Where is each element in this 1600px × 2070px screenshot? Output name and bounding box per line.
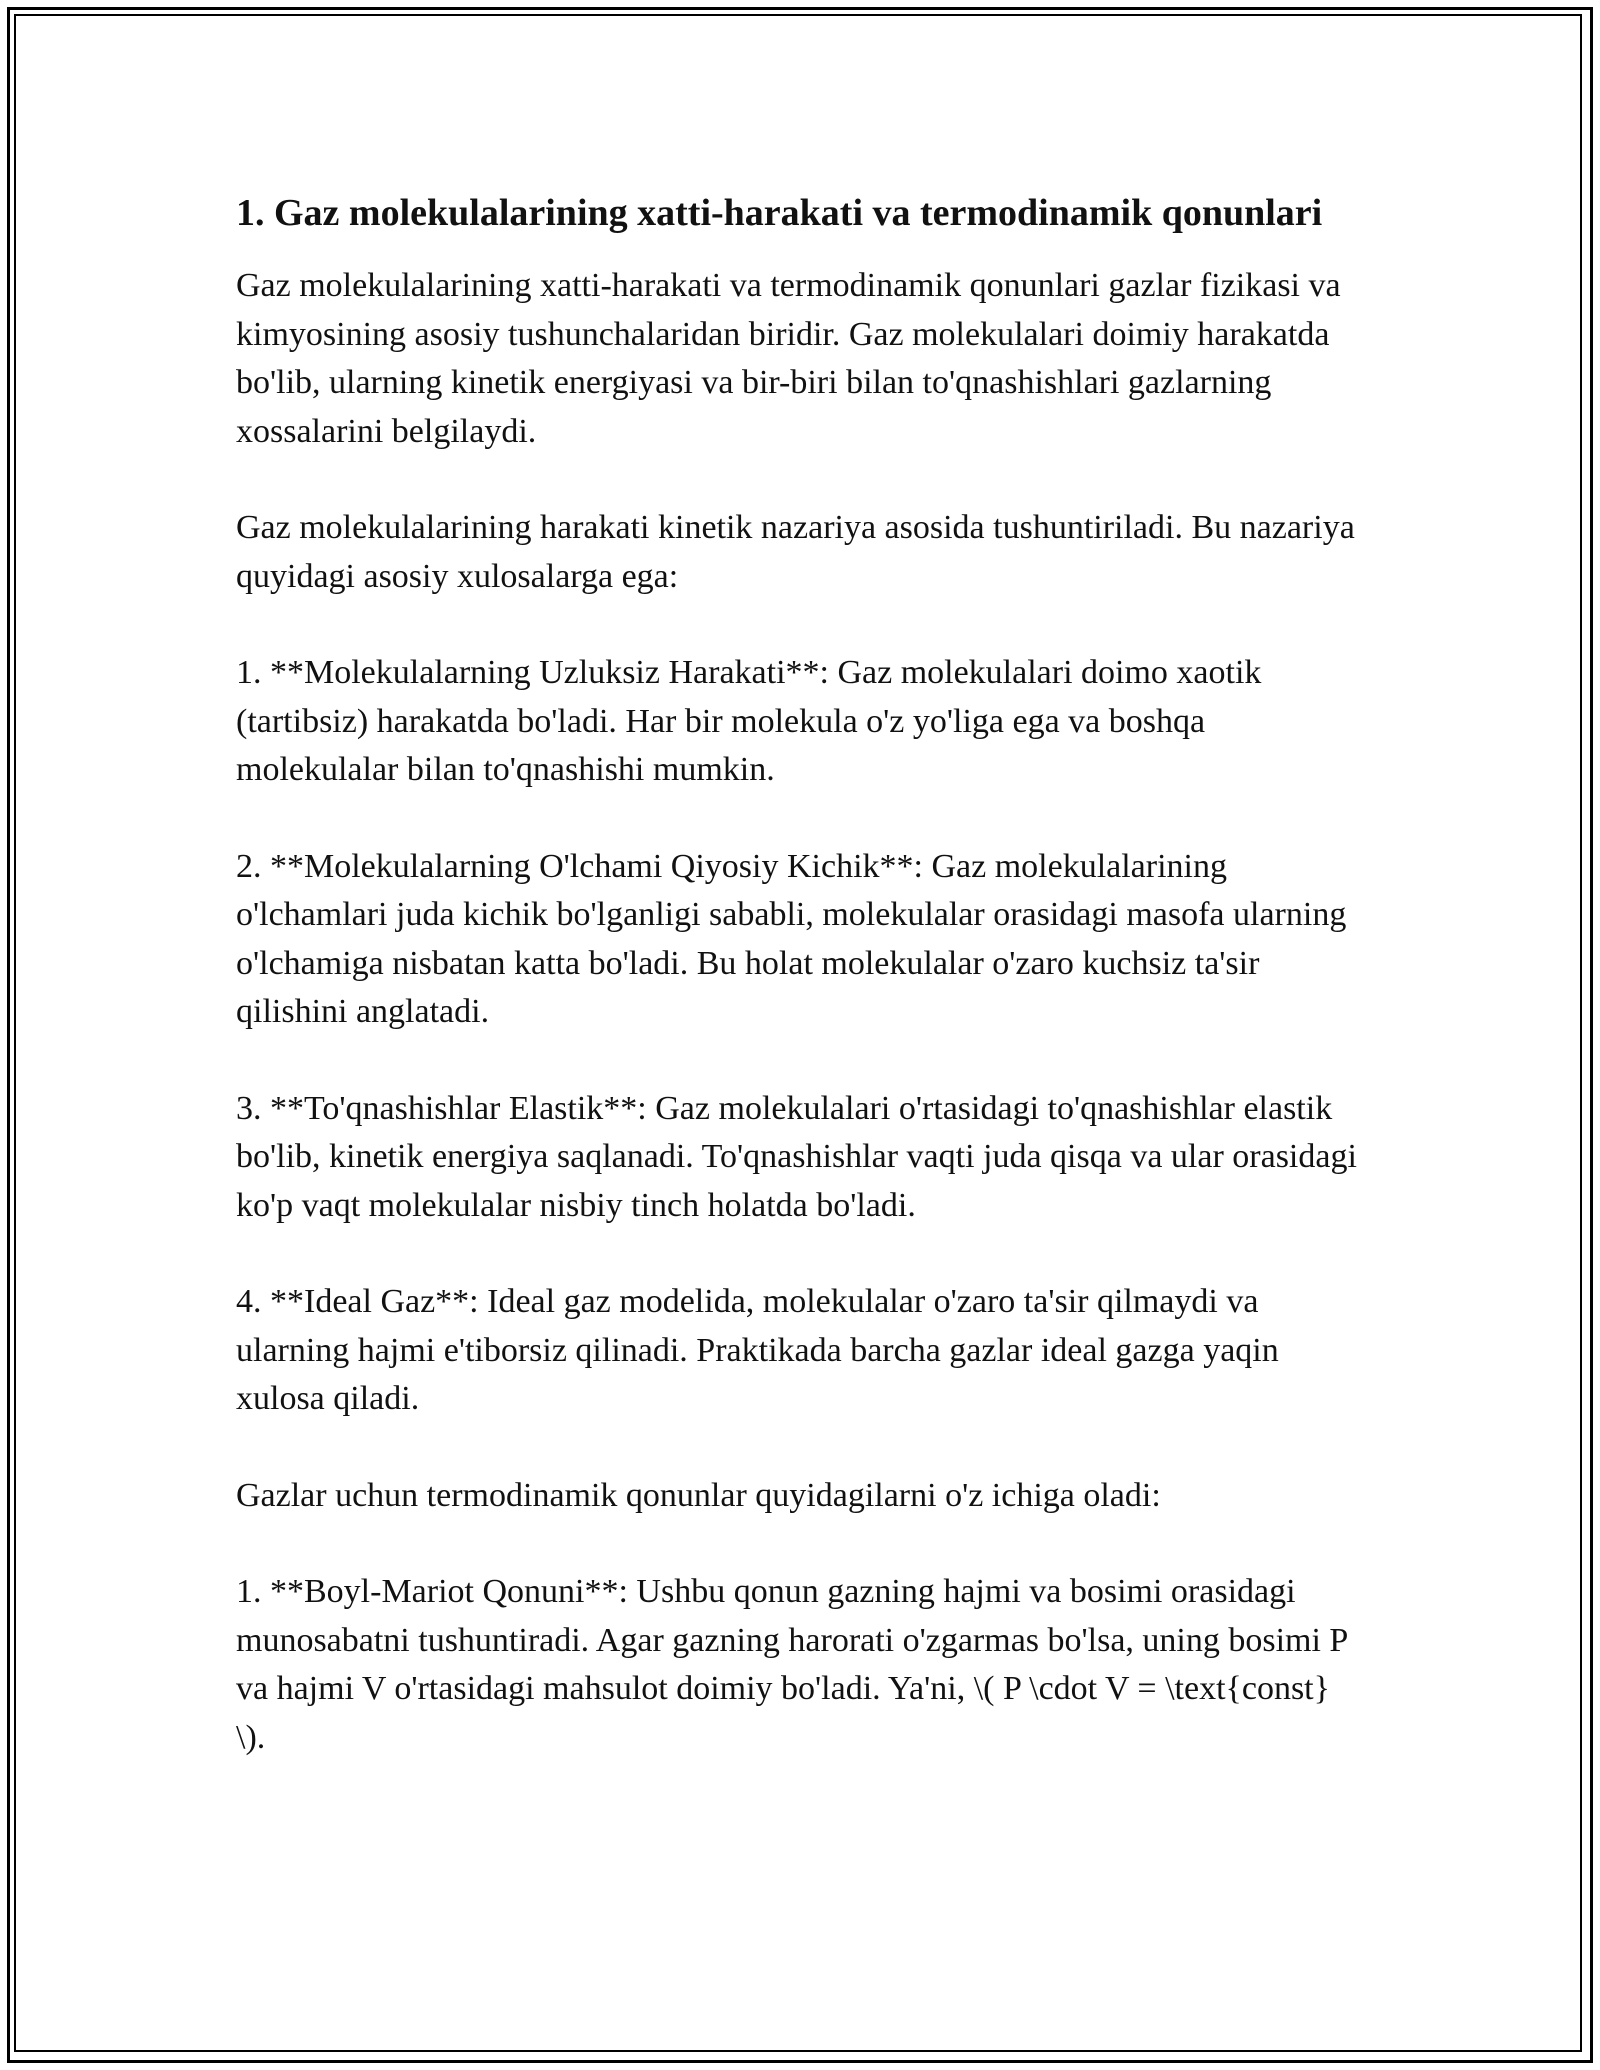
list-item-molecule-size: 2. **Molekulalarning O'lchami Qiyosiy Kichik**: Gaz molekulalarining o'lchamlari juda kichik bo'lganligi sababli, molekulalar orasidagi masofa ularning o'lchamiga nisbatan katta bo'ladi. Bu holat molekulalar o'zaro kuchsiz ta'sir qilishini anglatadi. [236, 847, 1347, 1030]
list-item-boyle-mariotte: 1. **Boyl-Mariot Qonuni**: Ushbu qonun gazning hajmi va bosimi orasidagi munosabatni tushuntiradi. Agar gazning harorati o'zgarmas bo'lsa, uning bosimi P va hajmi V o'rtasidagi mahsulot doimiy bo'ladi. Ya'ni, \( P \cdot V = \text{const} \). [236, 1573, 1348, 1756]
paragraph-thermodynamic-laws: Gazlar uchun termodinamik qonunlar quyidagilarni o'z ichiga oladi: [236, 1476, 1161, 1514]
list-item-ideal-gas: 4. **Ideal Gaz**: Ideal gaz modelida, molekulalar o'zaro ta'sir qilmaydi va ularning hajmi e'tiborsiz qilinadi. Praktikada barcha gazlar ideal gazga yaqin xulosa qiladi. [236, 1283, 1279, 1417]
paragraph-intro: Gaz molekulalarining xatti-harakati va termodinamik qonunlari gazlar fizikasi va kimyosining asosiy tushunchalaridan biridir. Gaz molekulalari doimiy harakatda bo'lib, ularning kinetik energiyasi va bir-biri bilan to'qnashishlari gazlarning xossalarini belgilaydi. [236, 267, 1341, 450]
list-item-continuous-motion: 1. **Molekulalarning Uzluksiz Harakati**: Gaz molekulalari doimo xaotik (tartibsiz) harakatda bo'ladi. Har bir molekula o'z yo'liga ega va boshqa molekulalar bilan to'qnashishi mumkin. [236, 654, 1262, 788]
list-item-elastic-collisions: 3. **To'qnashishlar Elastik**: Gaz molekulalari o'rtasidagi to'qnashishlar elastik bo'lib, kinetik energiya saqlanadi. To'qnashishlar vaqti juda qisqa va ular orasidagi ko'p vaqt molekulalar nisbiy tinch holatda bo'ladi. [236, 1089, 1357, 1224]
paragraph-kinetic-theory: Gaz molekulalarining harakati kinetik nazariya asosida tushuntiriladi. Bu nazariya quyidagi asosiy xulosalarga ega: [236, 509, 1355, 595]
document-body [236, 186, 1366, 1810]
section-heading: 1. Gaz molekulalarining xatti-harakati va termodinamik qonunlari [236, 192, 1323, 234]
